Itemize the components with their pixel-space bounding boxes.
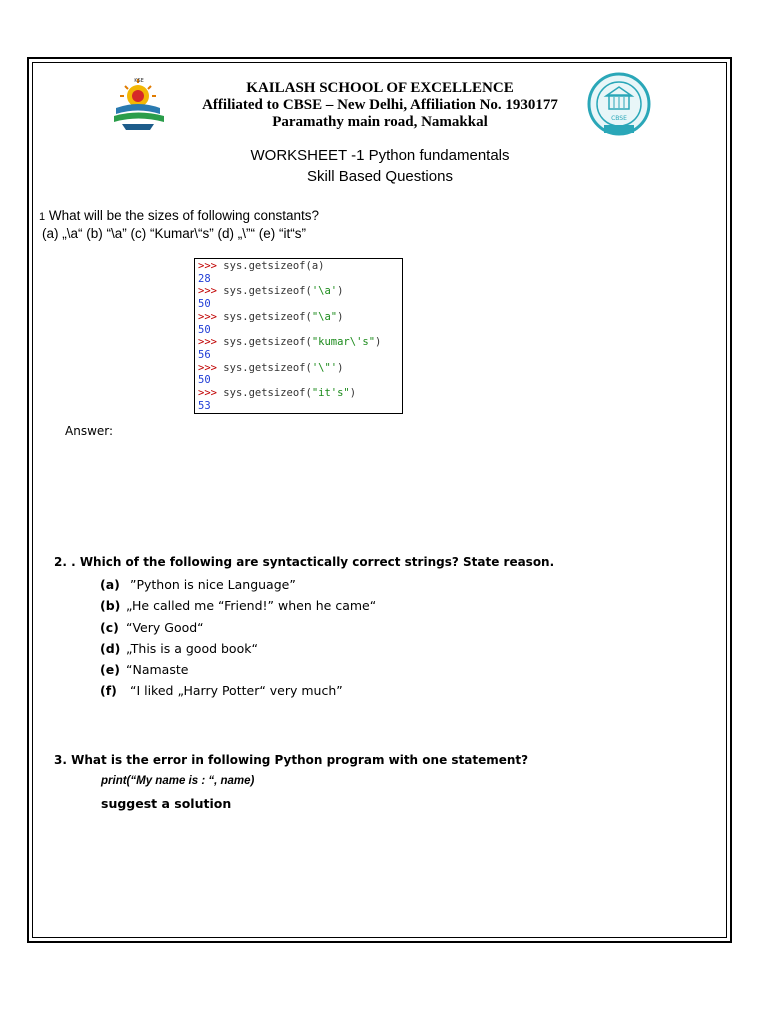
worksheet-title: WORKSHEET -1 Python fundamentals — [250, 147, 510, 164]
answer-label: Answer: — [65, 424, 114, 438]
code-output-line: 50 — [198, 374, 211, 387]
code-input-line — [198, 336, 399, 349]
question-3: 3. What is the error in following Python program with one statement? — [54, 753, 529, 767]
code-input-line — [198, 362, 399, 375]
code-input-line — [198, 285, 399, 298]
question-3-code: print(“My name is : “, name) — [101, 775, 255, 787]
code-close-paren: ) — [349, 387, 357, 400]
code-command: sys.getsizeof( — [223, 310, 312, 323]
code-output-line: 28 — [198, 272, 211, 285]
school-affiliation: Affiliated to CBSE – New Delhi, Affiliation No. 1930177 — [202, 97, 558, 113]
code-close-paren: ) — [337, 310, 344, 323]
code-prompt: >>> — [198, 361, 224, 374]
list-item — [100, 659, 376, 680]
code-argument: '\a' — [311, 285, 338, 298]
code-output-line: 53 — [198, 399, 211, 412]
code-output-line: 50 — [198, 298, 211, 311]
school-logo — [108, 74, 170, 132]
worksheet-subtitle: Skill Based Questions — [307, 168, 453, 185]
question-1-text: What will be the sizes of following constants? — [48, 208, 320, 223]
code-close-paren: ) — [337, 361, 344, 374]
option-text: „This is a good book“ — [126, 640, 258, 656]
code-prompt: >>> — [198, 260, 224, 272]
code-argument: "\a" — [311, 310, 338, 323]
option-label: (f) — [100, 683, 117, 699]
option-text: “Very Good“ — [126, 619, 204, 635]
list-item — [100, 574, 376, 595]
list-item — [100, 617, 376, 638]
question-3-suggest: suggest a solution — [101, 796, 232, 811]
school-logo-text: KSE — [134, 78, 144, 84]
school-address: Paramathy main road, Namakkal — [272, 114, 488, 130]
question-2-options — [100, 574, 376, 702]
code-prompt: >>> — [198, 387, 224, 400]
code-close-paren: ) — [318, 260, 325, 272]
cbse-logo-text: CBSE — [611, 115, 627, 122]
list-item — [100, 595, 376, 616]
code-close-paren: ) — [375, 336, 382, 349]
code-input-line — [198, 387, 399, 400]
option-label: (a) — [100, 577, 120, 592]
code-command: sys.getsizeof( — [223, 260, 312, 272]
question-1-number: 1 — [39, 211, 46, 223]
list-item — [100, 638, 376, 659]
python-shell-output — [194, 258, 403, 414]
code-argument: "kumar\'s" — [311, 336, 376, 349]
question-1-options: (a) „\a“ (b) “\a” (c) “Kumar\“s” (d) „\”“ (e) “it“s” — [42, 226, 306, 241]
code-argument: '\"' — [311, 361, 338, 374]
option-text: „He called me “Friend!” when he came“ — [126, 598, 377, 614]
cbse-logo — [586, 71, 652, 139]
option-label: (d) — [100, 640, 121, 656]
code-command: sys.getsizeof( — [223, 285, 312, 298]
code-command: sys.getsizeof( — [223, 361, 312, 374]
school-name: KAILASH SCHOOL OF EXCELLENCE — [246, 80, 514, 96]
option-text: “Namaste — [126, 662, 189, 678]
code-output-line: 50 — [198, 323, 211, 336]
option-text: “I liked „Harry Potter“ very much” — [126, 683, 343, 699]
question-1 — [39, 207, 319, 226]
code-close-paren: ) — [337, 285, 344, 298]
code-prompt: >>> — [198, 285, 224, 298]
option-text: ”Python is nice Language” — [126, 577, 296, 592]
code-argument: a — [311, 260, 319, 272]
code-output-line: 56 — [198, 348, 211, 361]
code-prompt: >>> — [198, 310, 224, 323]
option-label: (e) — [100, 662, 120, 678]
question-2: 2. . Which of the following are syntactically correct strings? State reason. — [54, 555, 555, 569]
code-input-line — [198, 311, 399, 324]
list-item — [100, 680, 376, 701]
code-command: sys.getsizeof( — [223, 387, 312, 400]
code-prompt: >>> — [198, 336, 224, 349]
option-label: (b) — [100, 598, 121, 614]
code-argument: "it's" — [311, 387, 350, 400]
option-label: (c) — [100, 619, 119, 635]
code-input-line — [198, 260, 399, 273]
code-command: sys.getsizeof( — [223, 336, 312, 349]
